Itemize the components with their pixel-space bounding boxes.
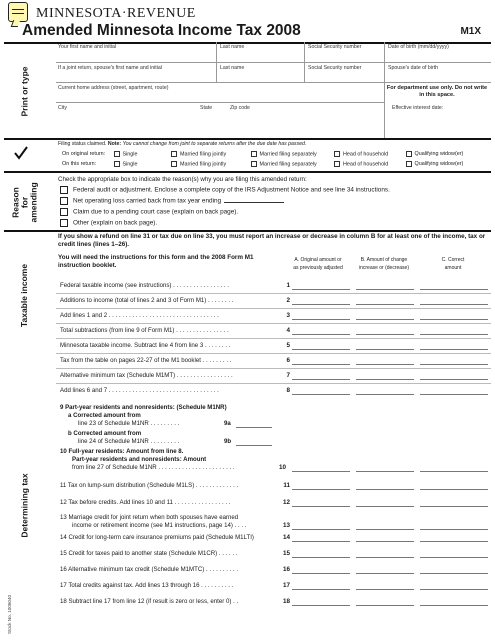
line-2-col-c[interactable] (420, 296, 488, 305)
line-9a-number: 9a (224, 420, 231, 427)
line-3-col-a[interactable] (292, 311, 350, 320)
line-17-number: 17 (282, 582, 290, 589)
line-6-col-a[interactable] (292, 356, 350, 365)
line-11-col-a[interactable] (292, 481, 350, 490)
reasons-intro: Check the appropriate box to indicate the reason(s) why you are filing this amended return: (58, 176, 307, 183)
line-15-label: 15 Credit for taxes paid to another state (Schedule M1CR) . . . . . . (60, 550, 238, 557)
checkbox[interactable] (114, 161, 120, 167)
line-7-label: Alternative minimum tax (Schedule M1MT) . . . . . . . . . . . . . . . . . (60, 372, 233, 379)
section-label-determining: Determining tax (19, 472, 30, 538)
line-8-col-c[interactable] (420, 386, 488, 395)
line-10-number: 10 (278, 464, 286, 471)
line-12-col-c[interactable] (420, 498, 488, 507)
filing-status-heading: Filing status claimed. Note: You cannot change from joint to separate returns after the due date has passed. (58, 141, 307, 147)
line-12-col-b[interactable] (356, 498, 414, 507)
line-9a-input[interactable] (236, 419, 272, 428)
dob-field[interactable]: Date of birth (mm/dd/yyyy) (388, 44, 449, 50)
line-7-col-a[interactable] (292, 371, 350, 380)
line-3-label: Add lines 1 and 2 . . . . . . . . . . . . . . . . . . . . . . . . . . . . . . . . . (60, 312, 219, 319)
line-1-col-c[interactable] (420, 281, 488, 290)
line-17-col-c[interactable] (420, 581, 488, 590)
checkbox[interactable] (60, 197, 68, 205)
reason-federal-audit: Federal audit or adjustment. Enclose a complete copy of the IRS Adjustment Notice and see line 34 instructions. (60, 186, 390, 194)
line-4-number: 4 (286, 327, 290, 334)
line-9b-input[interactable] (236, 437, 272, 446)
line-17-col-a[interactable] (292, 581, 350, 590)
line-18-col-a[interactable] (292, 597, 350, 606)
line-15-col-b[interactable] (356, 549, 414, 558)
line-10-col-c[interactable] (420, 463, 488, 472)
section-rule (4, 171, 491, 173)
col-divider (384, 42, 385, 138)
line-3-col-b[interactable] (356, 311, 414, 320)
line-8-col-b[interactable] (356, 386, 414, 395)
line-5-label: Minnesota taxable income. Subtract line 4 from line 3 . . . . . . . . (60, 342, 231, 349)
line-13-col-b[interactable] (356, 521, 414, 530)
first-name-field[interactable]: Your first name and initial (58, 44, 117, 50)
reason-other: Other (explain on back page). (60, 219, 157, 227)
city-field[interactable]: City (58, 105, 67, 111)
line-5-col-a[interactable] (292, 341, 350, 350)
line-11-number: 11 (283, 482, 290, 489)
line-13-number: 13 (282, 522, 290, 529)
checkmark-icon (14, 146, 28, 160)
line-1-col-a[interactable] (292, 281, 350, 290)
line-4-col-b[interactable] (356, 326, 414, 335)
line-9b-label: b Corrected amount from (68, 430, 142, 437)
reason-nol: Net operating loss carried back from tax year ending (60, 197, 284, 205)
spouse-ssn-field[interactable]: Social Security number (308, 65, 362, 71)
line-7-col-c[interactable] (420, 371, 488, 380)
spouse-dob-field[interactable]: Spouse's date of birth (388, 65, 439, 71)
line-10-text-2: Part-year residents and nonresidents: Amount (72, 456, 207, 463)
line-18-col-b[interactable] (356, 597, 414, 606)
col-divider (304, 42, 305, 82)
line-10-text-3: from line 27 of Schedule M1NR . . . . . . . . . . . . . . . . . . . . . . . (72, 464, 235, 471)
line-17-col-b[interactable] (356, 581, 414, 590)
checkbox[interactable] (171, 161, 177, 167)
line-14-label: 14 Credit for long-term care insurance premiums paid (Schedule M1LTI) (60, 534, 254, 541)
checkbox[interactable] (114, 151, 120, 157)
line-14-col-a[interactable] (292, 533, 350, 542)
line-2-col-b[interactable] (356, 296, 414, 305)
line-16-label: 16 Alternative minimum tax credit (Schedule M1MTC) . . . . . . . . . . (60, 566, 239, 573)
line-separator (56, 308, 491, 309)
line-8-number: 8 (286, 387, 290, 394)
line-15-number: 15 (282, 550, 290, 557)
section-label-taxable: Taxable income (19, 263, 30, 327)
line-9-title: 9 Part-year residents and nonresidents: (Schedule M1NR) (60, 404, 227, 411)
line-7-col-b[interactable] (356, 371, 414, 380)
line-9b-number: 9b (224, 438, 232, 445)
line-13-label-2: income or retirement income (see M1 instructions, page 14) . . . . (72, 522, 247, 529)
line-16-col-c[interactable] (420, 565, 488, 574)
line-separator (56, 353, 491, 354)
checkbox[interactable] (334, 151, 340, 157)
checkbox[interactable] (60, 208, 68, 216)
line-14-number: 14 (282, 534, 290, 541)
line-1-number: 1 (286, 282, 290, 289)
column-b-header: B. Amount of change increase or (decrease) (358, 257, 410, 271)
line-18-label: 18 Subtract line 17 from line 12 (if result is zero or less, enter 0) . . (60, 598, 239, 605)
spouse-last-field[interactable]: Last name (220, 65, 245, 71)
line-5-number: 5 (286, 342, 290, 349)
line-11-label: 11 Tax on lump-sum distribution (Schedule M1LS) . . . . . . . . . . . . . (60, 482, 239, 489)
line-10-col-a[interactable] (292, 463, 350, 472)
line-14-col-c[interactable] (420, 533, 488, 542)
line-17-label: 17 Total credits against tax. Add lines 13 through 16 . . . . . . . . . . (60, 582, 234, 589)
line-16-number: 16 (282, 566, 290, 573)
line-9a-label: a Corrected amount from (68, 412, 141, 419)
column-c-header: C. Correct amount (441, 257, 465, 271)
line-separator (56, 323, 491, 324)
zip-field[interactable]: Zip code (230, 105, 250, 111)
line-14-col-b[interactable] (356, 533, 414, 542)
ssn-field[interactable]: Social Security number (308, 44, 362, 50)
line-separator (56, 383, 491, 384)
checkbox[interactable] (251, 161, 257, 167)
line-8-col-a[interactable] (292, 386, 350, 395)
line-2-label: Additions to income (total of lines 2 and 3 of Form M1) . . . . . . . . (60, 297, 234, 304)
section-label-print: Print or type (19, 65, 30, 117)
original-status-row: On original return: Single Married filing jointly Married filing separately Head of household Qualifying widow(er) (62, 151, 464, 158)
row-divider (56, 82, 491, 83)
line-12-col-a[interactable] (292, 498, 350, 507)
row-divider (56, 62, 491, 63)
spouse-first-field[interactable]: If a joint return, spouse's first name and initial (58, 65, 162, 71)
line-11-col-c[interactable] (420, 481, 488, 490)
checkbox[interactable] (60, 186, 68, 194)
line-13-label: 13 Marriage credit for joint return when both spouses have earned (60, 514, 239, 521)
section-label-reason: Reason for amending (10, 181, 39, 222)
section-rule (4, 138, 491, 140)
form-title: Amended Minnesota Income Tax 2008 (22, 22, 301, 39)
line-1-col-b[interactable] (356, 281, 414, 290)
taxable-intro: If you show a refund on line 31 or tax due on line 33, you must report an increase or decrease in column B for at least one of the income, tax or credit lines (lines 1–26). (58, 233, 486, 248)
checkbox[interactable] (171, 151, 177, 157)
agency-name: MINNESOTA·REVENUE (36, 6, 196, 21)
line-12-number: 12 (282, 499, 290, 506)
line-4-label: Total subtractions (from line 9 of Form M1) . . . . . . . . . . . . . . . . (60, 327, 229, 334)
line-15-col-a[interactable] (292, 549, 350, 558)
line-2-col-a[interactable] (292, 296, 350, 305)
line-18-number: 18 (282, 598, 290, 605)
checkbox[interactable] (60, 219, 68, 227)
line-10-text-1: 10 Full-year residents: Amount from line 8. (60, 448, 184, 455)
line-18-col-c[interactable] (420, 597, 488, 606)
form-logo-icon (8, 2, 28, 22)
col-divider (216, 42, 217, 82)
line-3-col-c[interactable] (420, 311, 488, 320)
dept-use-note: For department use only. Do not write in this space. (386, 85, 488, 98)
checkbox[interactable] (251, 151, 257, 157)
line-6-number: 6 (286, 357, 290, 364)
stock-number: Stock No. 1006040 (7, 594, 12, 634)
line-10-col-b[interactable] (356, 463, 414, 472)
line-9a-text: line 23 of Schedule M1NR . . . . . . . . . (78, 420, 180, 427)
line-11-col-b[interactable] (356, 481, 414, 490)
last-name-field[interactable]: Last name (220, 44, 245, 50)
state-field[interactable]: State (200, 105, 213, 111)
line-5-col-c[interactable] (420, 341, 488, 350)
instructions-note: You will need the instructions for this form and the 2008 Form M1 instruction booklet. (58, 254, 254, 269)
checkbox[interactable] (406, 161, 412, 167)
line-6-col-c[interactable] (420, 356, 488, 365)
line-3-number: 3 (286, 312, 290, 319)
line-2-number: 2 (286, 297, 290, 304)
line-separator (56, 293, 491, 294)
line-6-col-b[interactable] (356, 356, 414, 365)
row-divider (56, 102, 385, 103)
line-6-label: Tax from the table on pages 22-27 of the M1 booklet . . . . . . . . . (60, 357, 232, 364)
line-1-label: Federal taxable income (see instructions) . . . . . . . . . . . . . . . . . (60, 282, 229, 289)
line-7-number: 7 (286, 372, 290, 379)
line-5-col-b[interactable] (356, 341, 414, 350)
checkbox[interactable] (406, 151, 412, 157)
line-separator (56, 338, 491, 339)
line-9b-text: line 24 of Schedule M1NR . . . . . . . . . (78, 438, 180, 445)
line-15-col-c[interactable] (420, 549, 488, 558)
line-12-label: 12 Tax before credits. Add lines 10 and 11 . . . . . . . . . . . . . . . . . (60, 499, 231, 506)
line-4-col-c[interactable] (420, 326, 488, 335)
line-separator (56, 368, 491, 369)
line-4-col-a[interactable] (292, 326, 350, 335)
line-8-label: Add lines 6 and 7 . . . . . . . . . . . . . . . . . . . . . . . . . . . . . . . . . (60, 387, 219, 394)
line-13-col-a[interactable] (292, 521, 350, 530)
effective-date-label: Effective interest date: (392, 105, 444, 111)
reason-court-case: Claim due to a pending court case (explain on back page). (60, 208, 238, 216)
section-rule (4, 230, 491, 232)
address-field[interactable]: Current home address (street, apartment, route) (58, 85, 169, 91)
line-16-col-b[interactable] (356, 565, 414, 574)
line-16-col-a[interactable] (292, 565, 350, 574)
column-a-header: A. Original amount or as previously adjusted (293, 257, 343, 271)
line-13-col-c[interactable] (420, 521, 488, 530)
this-status-row: On this return: Single Married filing jointly Married filing separately Head of household Qualifying widow(er) (62, 161, 464, 168)
form-id: M1X (460, 26, 481, 37)
checkbox[interactable] (334, 161, 340, 167)
